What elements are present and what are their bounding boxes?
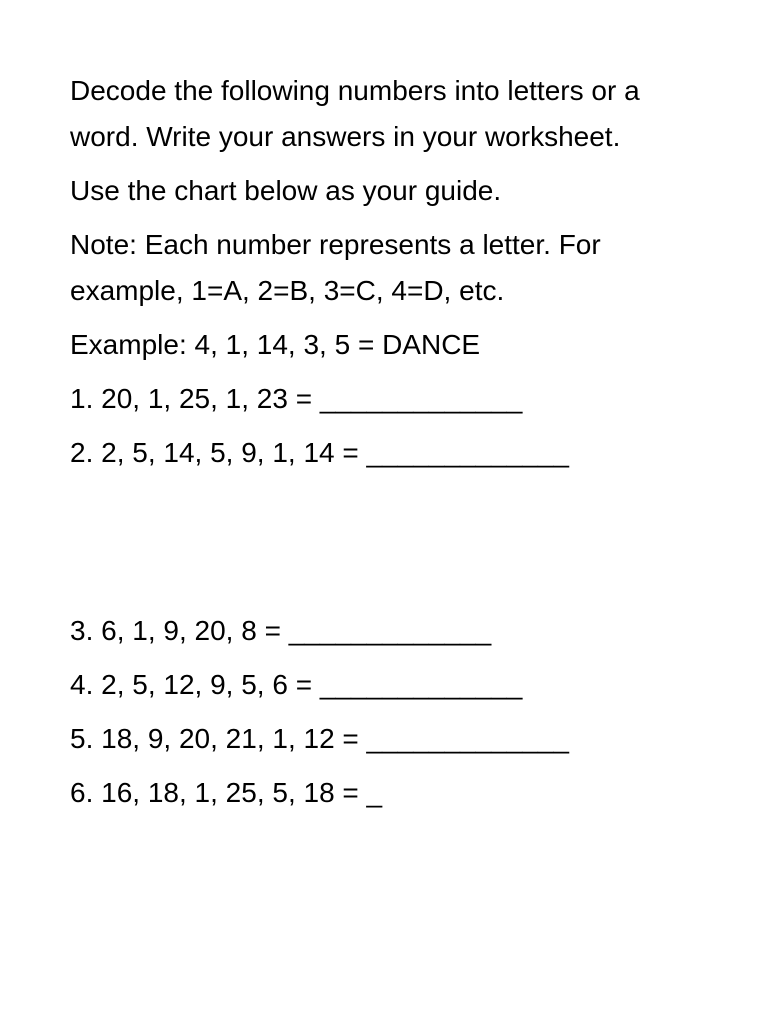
question-1: 1. 20, 1, 25, 1, 23 = _____________ (70, 383, 523, 414)
instruction-guide: Use the chart below as your guide. (70, 175, 502, 206)
page-gap (70, 484, 710, 608)
worksheet-page (70, 68, 710, 824)
example-line: Example: 4, 1, 14, 3, 5 = DANCE (70, 329, 481, 360)
instruction-note: Note: Each number represents a letter. For example, 1=A, 2=B, 3=C, 4=D, etc. (70, 229, 601, 306)
question-5: 5. 18, 9, 20, 21, 1, 12 = _____________ (70, 723, 569, 754)
question-2: 2. 2, 5, 14, 5, 9, 1, 14 = _____________ (70, 437, 569, 468)
question-4: 4. 2, 5, 12, 9, 5, 6 = _____________ (70, 669, 523, 700)
question-3: 3. 6, 1, 9, 20, 8 = _____________ (70, 615, 492, 646)
instruction-decode: Decode the following numbers into letters or a word. Write your answers in your worksheet. (70, 75, 640, 152)
question-6: 6. 16, 18, 1, 25, 5, 18 = _ (70, 777, 383, 808)
